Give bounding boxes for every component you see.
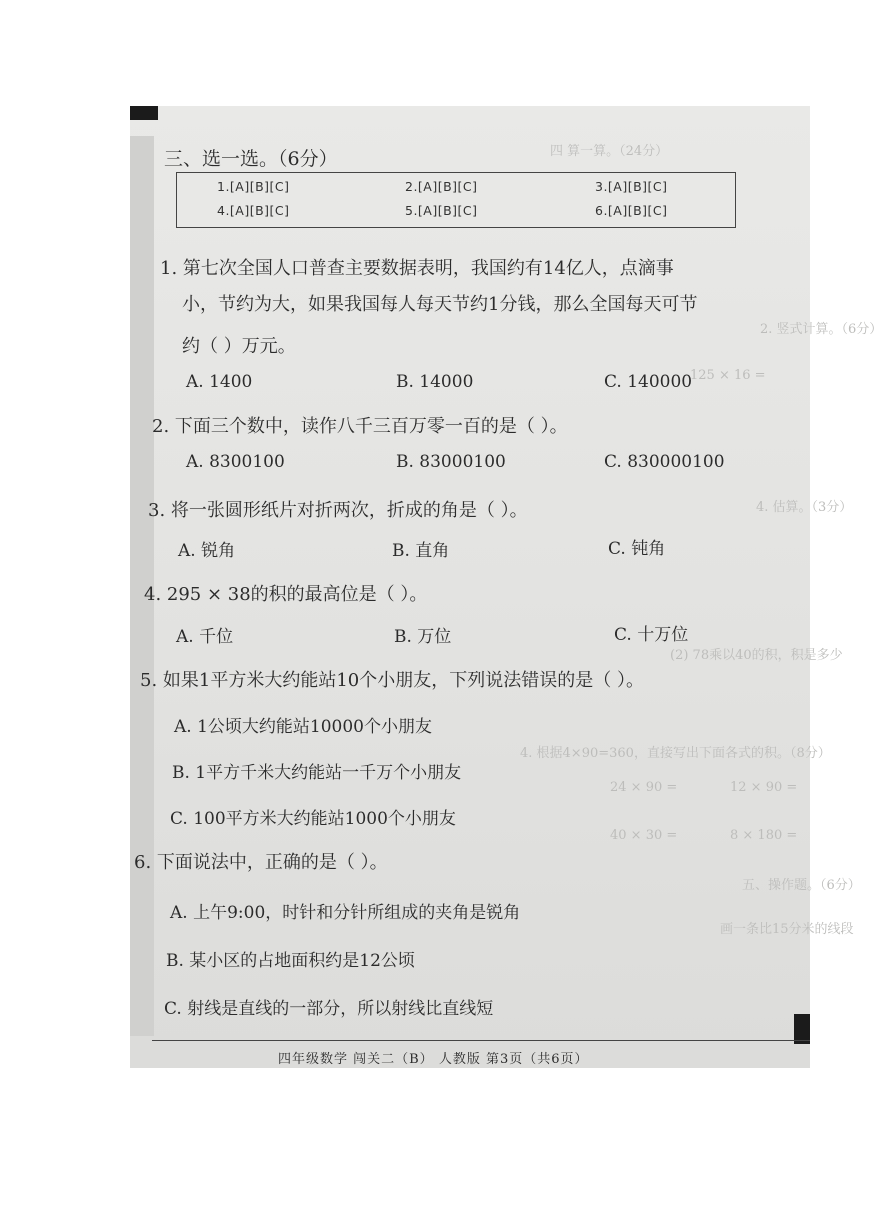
show-through-text: 4. 根据4×90=360，直接写出下面各式的积。（8分） (520, 746, 831, 761)
show-through-text: 4. 估算。（3分） (756, 500, 853, 515)
question-4-text: 4. 295 × 38的积的最高位是（ ）。 (144, 584, 428, 605)
question-2-text: 2. 下面三个数中，读作八千三百万零一百的是（ ）。 (152, 416, 568, 437)
show-through-text: 2. 竖式计算。（6分） (760, 322, 882, 337)
question-6-option-a[interactable]: A. 上午9:00，时针和分针所组成的夹角是锐角 (170, 903, 521, 923)
answer-sheet-box (176, 172, 736, 228)
question-5-option-b[interactable]: B. 1平方千米大约能站一千万个小朋友 (172, 763, 462, 783)
show-through-text: 24 × 90 = (610, 780, 678, 795)
question-4-option-b[interactable]: B. 万位 (394, 627, 452, 647)
answer-bubbles-q3[interactable]: 3.[A][B][C] (595, 179, 668, 194)
question-3-option-b[interactable]: B. 直角 (392, 541, 450, 561)
question-5-option-a[interactable]: A. 1公顷大约能站10000个小朋友 (174, 717, 432, 737)
question-3-text: 3. 将一张圆形纸片对折两次，折成的角是（ ）。 (148, 500, 528, 521)
question-5-option-c[interactable]: C. 100平方米大约能站1000个小朋友 (170, 809, 456, 829)
question-4-option-a[interactable]: A. 千位 (176, 627, 234, 647)
show-through-text: 8 × 180 = (730, 828, 798, 843)
question-5-text: 5. 如果1平方米大约能站10个小朋友，下列说法错误的是（ ）。 (140, 670, 644, 691)
show-through-text: 画一条比15分米的线段 (720, 922, 854, 937)
question-4-option-c[interactable]: C. 十万位 (614, 625, 689, 645)
question-6-option-b[interactable]: B. 某小区的占地面积约是12公顷 (166, 951, 415, 971)
answer-bubbles-q2[interactable]: 2.[A][B][C] (405, 179, 478, 194)
question-2-option-a[interactable]: A. 8300100 (186, 452, 285, 472)
section-title: 三、选一选。（6分） (164, 148, 338, 170)
show-through-text: 125 × 16 = (690, 368, 766, 383)
question-1-line-2: 小，节约为大，如果我国每人每天节约1分钱，那么全国每天可节 (182, 294, 698, 315)
show-through-text: 40 × 30 = (610, 828, 678, 843)
question-3-option-c[interactable]: C. 钝角 (608, 539, 666, 559)
question-2-option-c[interactable]: C. 830000100 (604, 452, 725, 472)
question-1-option-c[interactable]: C. 140000 (604, 372, 693, 392)
exam-page-photo (130, 106, 882, 1068)
page-footer: 四年级数学 闯关二（B） 人教版 第3页（共6页） (278, 1052, 589, 1067)
question-1-line-1: 1. 第七次全国人口普查主要数据表明，我国约有14亿人，点滴事 (160, 258, 674, 279)
show-through-text: 五、操作题。（6分） (742, 878, 861, 893)
question-2-option-b[interactable]: B. 83000100 (396, 452, 506, 472)
answer-bubbles-q5[interactable]: 5.[A][B][C] (405, 203, 478, 218)
question-1-line-3: 约（ ）万元。 (182, 336, 296, 357)
answer-bubbles-q1[interactable]: 1.[A][B][C] (217, 179, 290, 194)
show-through-text: 四 算一算。（24分） (550, 144, 669, 159)
question-1-option-b[interactable]: B. 14000 (396, 372, 474, 392)
show-through-text: 12 × 90 = (730, 780, 798, 795)
registration-mark-top-left (130, 106, 158, 120)
question-3-option-a[interactable]: A. 锐角 (178, 541, 236, 561)
question-1-option-a[interactable]: A. 1400 (186, 372, 253, 392)
show-through-text: (2) 78乘以40的积，积是多少 (670, 648, 843, 663)
answer-bubbles-q4[interactable]: 4.[A][B][C] (217, 203, 290, 218)
question-6-text: 6. 下面说法中，正确的是（ ）。 (134, 852, 388, 873)
question-6-option-c[interactable]: C. 射线是直线的一部分，所以射线比直线短 (164, 999, 494, 1019)
footer-rule (152, 1040, 810, 1041)
answer-bubbles-q6[interactable]: 6.[A][B][C] (595, 203, 668, 218)
